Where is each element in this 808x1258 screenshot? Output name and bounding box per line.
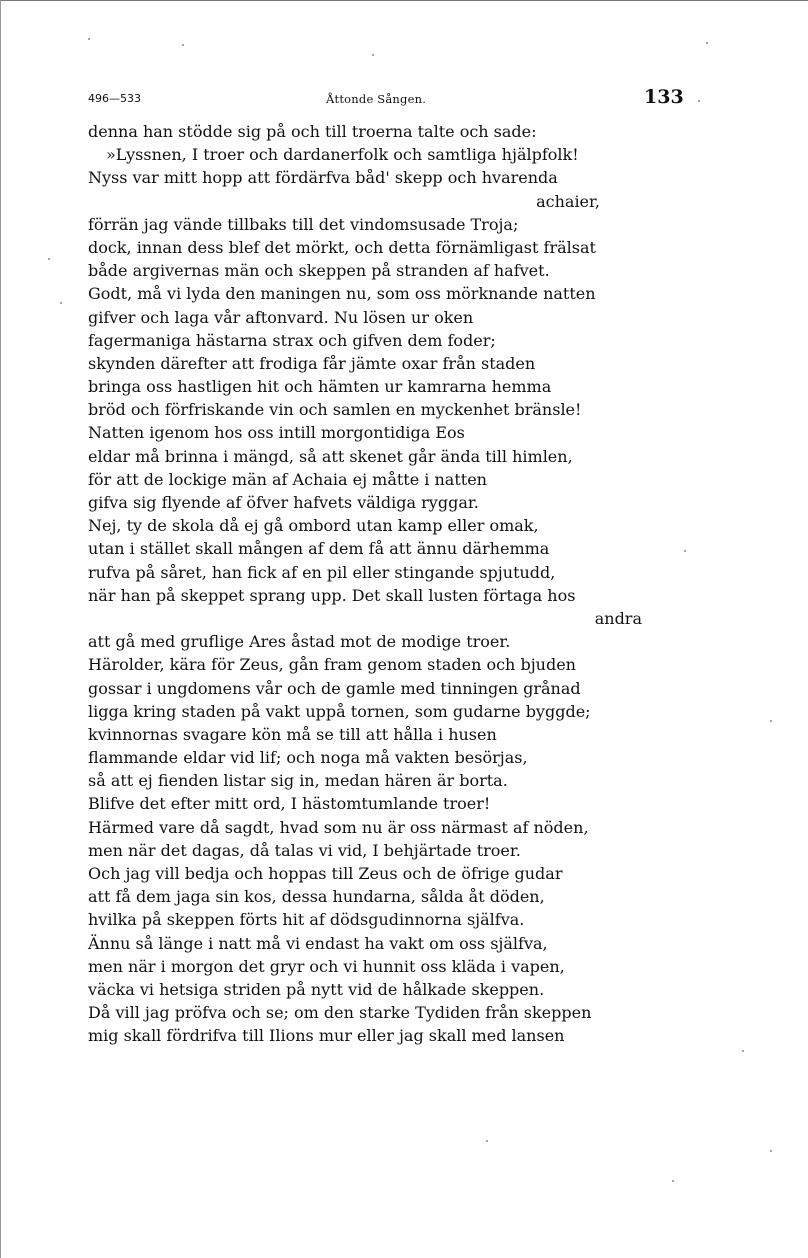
running-header <box>0 86 808 112</box>
text-line: mig skall fördrifva till Ilions mur eller jag skall med lansen <box>88 1026 565 1046</box>
text-line: Ännu så länge i natt må vi endast ha vakt om oss själfva, <box>88 933 548 953</box>
text-line: fagermaniga hästarna strax och gifven dem foder; <box>88 330 496 350</box>
text-line: ligga kring staden på vakt uppå tornen, som gudarne byggde; <box>88 701 591 721</box>
scan-speck <box>372 54 374 56</box>
scan-speck <box>742 1050 744 1052</box>
scan-speck <box>60 302 62 304</box>
text-line: men när det dagas, då talas vi vid, I behjärtade troer. <box>88 840 521 860</box>
text-line: förrän jag vände tillbaks till det vindomsusade Troja; <box>88 214 519 234</box>
text-line: gossar i ungdomens vår och de gamle med tinningen grånad <box>88 678 581 698</box>
text-line: att gå med gruflige Ares åstad mot de modige troer. <box>88 632 511 652</box>
text-line: Härmed vare då sagdt, hvad som nu är oss närmast af nöden, <box>88 817 589 837</box>
text-line: Nyss var mitt hopp att fördärfva båd' skepp och hvarenda <box>88 168 558 188</box>
text-line: hvilka på skeppen förts hit af dödsgudinnorna själfva. <box>88 910 525 930</box>
text-line: Då vill jag pröfva och se; om den starke Tydiden från skeppen <box>88 1003 592 1023</box>
text-line: att få dem jaga sin kos, dessa hundarna, sålda åt döden, <box>88 887 545 907</box>
text-line: så att ej fienden listar sig in, medan hären är borta. <box>88 771 508 791</box>
scan-speck <box>684 550 686 552</box>
text-line: gifver och laga vår aftonvard. Nu lösen ur oken <box>88 307 474 327</box>
text-line: denna han stödde sig på och till troerna talte och sade: <box>88 122 537 141</box>
running-title: Åttonde Sången. <box>326 92 427 106</box>
text-line: men när i morgon det gryr och vi hunnit oss kläda i vapen, <box>88 956 565 976</box>
scan-speck <box>706 42 708 44</box>
text-line: väcka vi hetsiga striden på nytt vid de hålkade skeppen. <box>88 979 545 999</box>
text-line: dock, innan dess blef det mörkt, och detta förnämligast frälsat <box>88 237 596 257</box>
scan-speck <box>770 1150 772 1152</box>
text-line: »Lyssnen, I troer och dardanerfolk och samtliga hjälpfolk! <box>106 145 579 165</box>
text-line: Natten igenom hos oss intill morgontidiga Eos <box>88 423 465 443</box>
text-line: utan i stället skall mången af dem få att ännu därhemma <box>88 539 550 559</box>
text-line: bröd och förfriskande vin och samlen en myckenhet bränsle! <box>88 400 582 420</box>
line-range: 496—533 <box>88 92 141 105</box>
text-line: Härolder, kära för Zeus, gån fram genom staden och bjuden <box>88 655 576 675</box>
page-number: 133 <box>644 86 684 108</box>
scan-speck <box>88 38 90 40</box>
text-line: Nej, ty de skola då ej gå ombord utan kamp eller omak, <box>88 516 539 536</box>
scan-speck <box>672 1180 674 1182</box>
text-line: när han på skeppet sprang upp. Det skall lusten förtaga hos <box>88 585 576 605</box>
text-line: Blifve det efter mitt ord, I hästomtumlande troer! <box>88 794 491 814</box>
text-line: Och jag vill bedja och hoppas till Zeus och de öfrige gudar <box>88 864 563 883</box>
scan-speck <box>48 258 50 260</box>
text-line-continuation: andra <box>594 608 642 628</box>
text-line-continuation: achaier, <box>536 191 600 211</box>
scan-speck <box>698 100 700 102</box>
poem-text <box>88 120 678 1048</box>
text-line: både argivernas män och skeppen på stranden af hafvet. <box>88 261 550 281</box>
page-frame-left <box>0 0 1 1258</box>
text-line: rufva på såret, han fick af en pil eller stingande spjutudd, <box>88 562 556 582</box>
text-line: flammande eldar vid lif; och noga må vakten besörjas, <box>88 748 528 768</box>
text-line: bringa oss hastligen hit och hämten ur kamrarna hemma <box>88 377 552 397</box>
text-line: Godt, må vi lyda den maningen nu, som oss mörknande natten <box>88 284 596 304</box>
text-line: gifva sig flyende af öfver hafvets väldiga ryggar. <box>88 493 479 512</box>
text-line: skynden därefter att frodiga får jämte oxar från staden <box>88 353 536 373</box>
text-line: kvinnornas svagare kön må se till att hålla i husen <box>88 724 497 744</box>
scan-speck <box>770 720 772 722</box>
text-line: för att de lockige män af Achaia ej måtte i natten <box>88 469 487 489</box>
scan-speck <box>182 44 184 46</box>
scan-speck <box>486 1140 488 1142</box>
page-frame-top <box>0 0 808 1</box>
text-line: eldar må brinna i mängd, så att skenet går ända till himlen, <box>88 446 573 466</box>
